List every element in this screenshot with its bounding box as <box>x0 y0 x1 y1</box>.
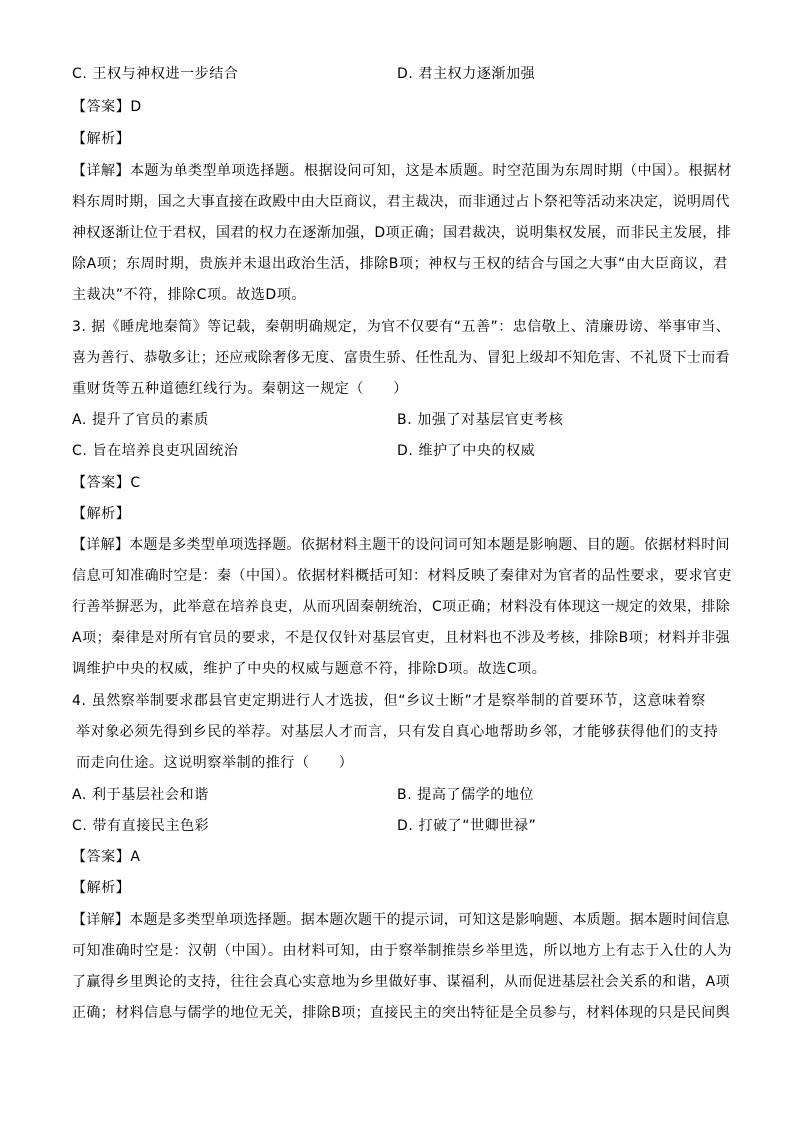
q3-detail-line: 信息可知准确时空是：秦（中国）。依据材料概括可知：材料反映了秦律对为官者的品性要求，要求官吏 <box>72 568 732 584</box>
q2-detail-line: 神权逐渐让位于君权，国君的权力在逐渐加强，D项正确；国君裁决，说明集权发展，而非民主发展，排 <box>72 225 732 241</box>
q2-detail-line: 主裁决”不符，排除C项。故选D项。 <box>72 287 307 303</box>
q3-analysis-label: 【解析】 <box>72 506 131 522</box>
q4-detail-line: 了赢得乡里舆论的支持，往往会真心实意地为乡里做好事、谋福利，从而促进基层社会关系的和谐，A项 <box>72 974 730 990</box>
q3-detail-line: A项；秦律是对所有官员的要求，不是仅仅针对基层官吏，且材料也不涉及考核，排除B项；材料并非强 <box>72 630 731 646</box>
q4-stem-line: 举对象必须先得到乡民的举荐。对基层人才而言，只有发自真心地帮助乡邻，才能够获得他们的支持 <box>76 724 719 740</box>
q3-stem-line: 重财货等五种道德红线行为。秦朝这一规定（ ） <box>72 381 408 397</box>
q2-option-d: D. 君主权力逐渐加强 <box>397 66 536 82</box>
q3-stem-line: 喜为善行、恭敬多让；还应戒除奢侈无度、富贵生骄、任性乱为、冒犯上级却不知危害、不礼贤下士而看 <box>72 350 730 366</box>
q3-option-c: C. 旨在培养良吏巩固统治 <box>72 443 239 459</box>
q3-option-d: D. 维护了中央的权威 <box>397 443 536 459</box>
q3-detail-line: 调维护中央的权威，维护了中央的权威与题意不符，排除D项。故选C项。 <box>72 661 547 677</box>
q4-option-b: B. 提高了儒学的地位 <box>397 787 535 803</box>
q2-analysis-label: 【解析】 <box>72 131 131 147</box>
q4-option-c: C. 带有直接民主色彩 <box>72 818 210 834</box>
q2-answer: 【答案】D <box>72 99 142 115</box>
q4-analysis-label: 【解析】 <box>72 880 131 896</box>
q2-detail-line: 料东周时期，国之大事直接在政殿中由大臣商议，君主裁决，而非通过占卜祭祀等活动来决定，说明周代 <box>72 194 730 210</box>
q4-option-a: A. 利于基层社会和谐 <box>72 787 209 803</box>
q4-stem-line: 4. 虽然察举制要求郡县官吏定期进行人才选拔，但“乡议士断”才是察举制的首要环节，这意味着察 <box>72 693 706 709</box>
q4-detail-line: 可知准确时空是：汉朝（中国）。由材料可知，由于察举制推崇乡举里选，所以地方上有志于入仕的人为 <box>72 943 732 959</box>
q4-detail-line: 【详解】本题是多类型单项选择题。据本题次题干的提示词，可知这是影响题、本质题。据本题时间信息 <box>72 912 730 928</box>
q2-option-c: C. 王权与神权进一步结合 <box>72 66 239 82</box>
q3-detail-line: 【详解】本题是多类型单项选择题。依据材料主题干的设问词可知本题是影响题、目的题。依据材料时间 <box>72 537 730 553</box>
q3-answer: 【答案】C <box>72 475 141 491</box>
q3-option-b: B. 加强了对基层官吏考核 <box>397 412 564 428</box>
q4-answer: 【答案】A <box>72 849 141 865</box>
q4-detail-line: 正确；材料信息与儒学的地位无关，排除B项；直接民主的突出特征是全员参与，材料体现的只是民间舆 <box>72 1005 731 1021</box>
q4-stem-line: 而走向仕途。这说明察举制的推行（ ） <box>76 755 354 771</box>
q3-stem-line: 3. 据《睡虎地秦简》等记载，秦朝明确规定，为官不仅要有“五善”：忠信敬上、清廉毋谤、举事审当、 <box>72 319 731 335</box>
q2-detail-line: 【详解】本题为单类型单项选择题。根据设问可知，这是本质题。时空范围为东周时期（中国）。根据材 <box>72 163 732 179</box>
q2-detail-line: 除A项；东周时期，贵族并未退出政治生活，排除B项；神权与王权的结合与国之大事“由大臣商议，君 <box>72 256 729 272</box>
q3-option-a: A. 提升了官员的素质 <box>72 412 209 428</box>
q3-detail-line: 行善举摒恶为，此举意在培养良吏，从而巩固秦朝统治，C项正确；材料没有体现这一规定的效果，排除 <box>72 599 731 615</box>
q4-option-d: D. 打破了“世卿世禄” <box>397 818 537 834</box>
